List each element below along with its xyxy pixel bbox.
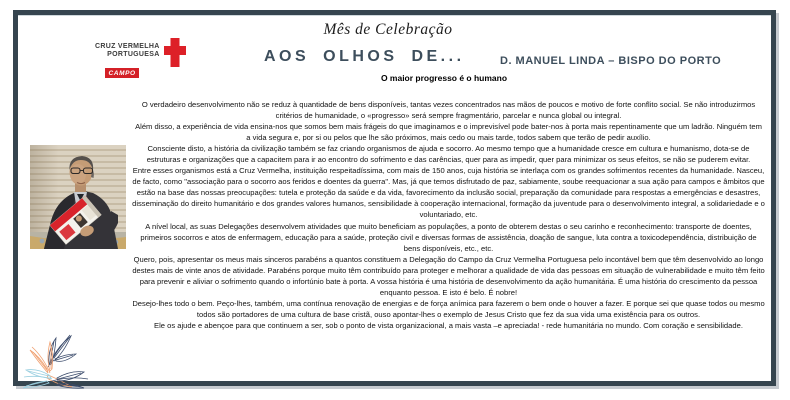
article-paragraph-3: Consciente disto, a história da civilização também se faz criando organismos de ajuda e socorro. Ao mesmo tempo que a humanidade cresce em cultura e humanismo, dota-se de estruturas e organizações que a capacitem para ir ao encontro do sofrimento e das carências, quer para as impedir, quer para minimizar os seus efeitos, se não se puderem evitar.	[146, 144, 751, 165]
red-cross-logo	[95, 38, 186, 67]
article-paragraph-8: Ele os ajude e abençoe para que continuem a ser, sob o ponto de vista organizacional, a mais vasta –e apreciada! - rede humanitária no mundo. Com coração e sensibilidade.	[154, 320, 743, 330]
article-paragraph-4: Entre esses organismos está a Cruz Vermelha, instituição respeitadíssima, com mais de 150 anos, cuja história se interlaça com os grandes sofrimentos recentes da humanidade. Nasceu, de facto, como "associação para o socorro aos feridos e doentes da guerra". Mas, já que temos disfrutado de paz, sabiamente, soube reequacionar a sua ação para campos e âmbitos que estão na base das nossas preocupações: tutela e proteção da saúde e da vida, favorecimento da inclusão social, preparação da comunidade para respostas a emergências e desastres, disseminação do direito humanitário e dos grandes valores humanos, sensibilidade à cooperação internacional, formação da juventude para o desenvolvimento integral, a solidariedade e o voluntariado, etc.	[132, 166, 765, 220]
logo-text	[95, 43, 160, 59]
page-frame	[13, 10, 776, 386]
leaf-flourish-decoration	[18, 327, 106, 393]
article-paragraph-1: O verdadeiro desenvolvimento não se reduz à quantidade de bens disponíveis, tantas vezes concentrados nas mãos de poucos e motivo de forte conflito social. Se não introduzirmos critérios de humanidade, o «progresso» será sempre fragmentário, parcelar e nunca global ou integral.	[141, 100, 756, 121]
logo-line2: PORTUGUESA	[107, 51, 160, 58]
red-cross-icon	[164, 38, 186, 67]
article-paragraph-6: Quero, pois, apresentar os meus mais sinceros parabéns a quantos constituem a Delegação do Campo da Cruz Vermelha Portuguesa pelo incontável bem que têm desenvolvido ao longo destes mais de vinte anos de atividade. Parabéns porque muito têm contribuído para proteger e melhorar a qualidade de vida das pessoas em situação de vulnerabilidade e muito têm feito para prevenir e aliviar o sofrimento quando o infortúnio bate à porta. A vossa história é uma história de desenvolvimento da ação humanitária. É uma história do crescimento da pessoa enquanto pessoa. E isto é belo. É nobre!	[132, 254, 765, 297]
article-body	[132, 99, 765, 331]
bishop-photo	[30, 145, 126, 249]
logo-line1: CRUZ VERMELHA	[95, 43, 160, 50]
author-title: D. MANUEL LINDA – BISPO DO PORTO	[500, 55, 722, 67]
celebration-heading: Mês de Celebração	[323, 21, 453, 38]
bishop-photo-illustration	[30, 145, 126, 249]
campo-badge: CAMPO	[105, 68, 139, 78]
article-paragraph-2: Além disso, a experiência de vida ensina-nos que somos bem mais frágeis do que imaginamos e o imprevisível pode bater-nos à porta mais repentinamente que um ladrão. Ninguém tem a vida segura e, por si ou pelos que lhe são próximos, mais cedo ou mais tarde, todos sabem que terão de pedir auxílio.	[135, 122, 762, 143]
article-paragraph-7: Desejo-lhes todo o bem. Peço-lhes, também, uma contínua renovação de energias e de força anímica para fazerem o bem onde o houver a fazer. E porque sei que quase todos ou mesmo todos são portadores de uma cultura de base cristã, ouso apontar-lhes o exemplo de Jesus Cristo que fez da sua vida uma existência para os outros.	[132, 298, 765, 319]
main-title: AOS OLHOS DE...	[264, 48, 465, 65]
article-subtitle: O maior progresso é o humano	[380, 73, 508, 83]
article-paragraph-5: A nível local, as suas Delegações desenvolvem atividades que muito beneficiam as populações, a ponto de obterem destas o seu carinho e reconhecimento: transporte de doentes, primeiros socorros e atos de enfermagem, educação para a saúde, proteção civil e diversas formas de assistência, doação de sangue, luta contra a toxicodependência, distribuição de bens disponíveis, etc., etc.	[140, 221, 757, 253]
